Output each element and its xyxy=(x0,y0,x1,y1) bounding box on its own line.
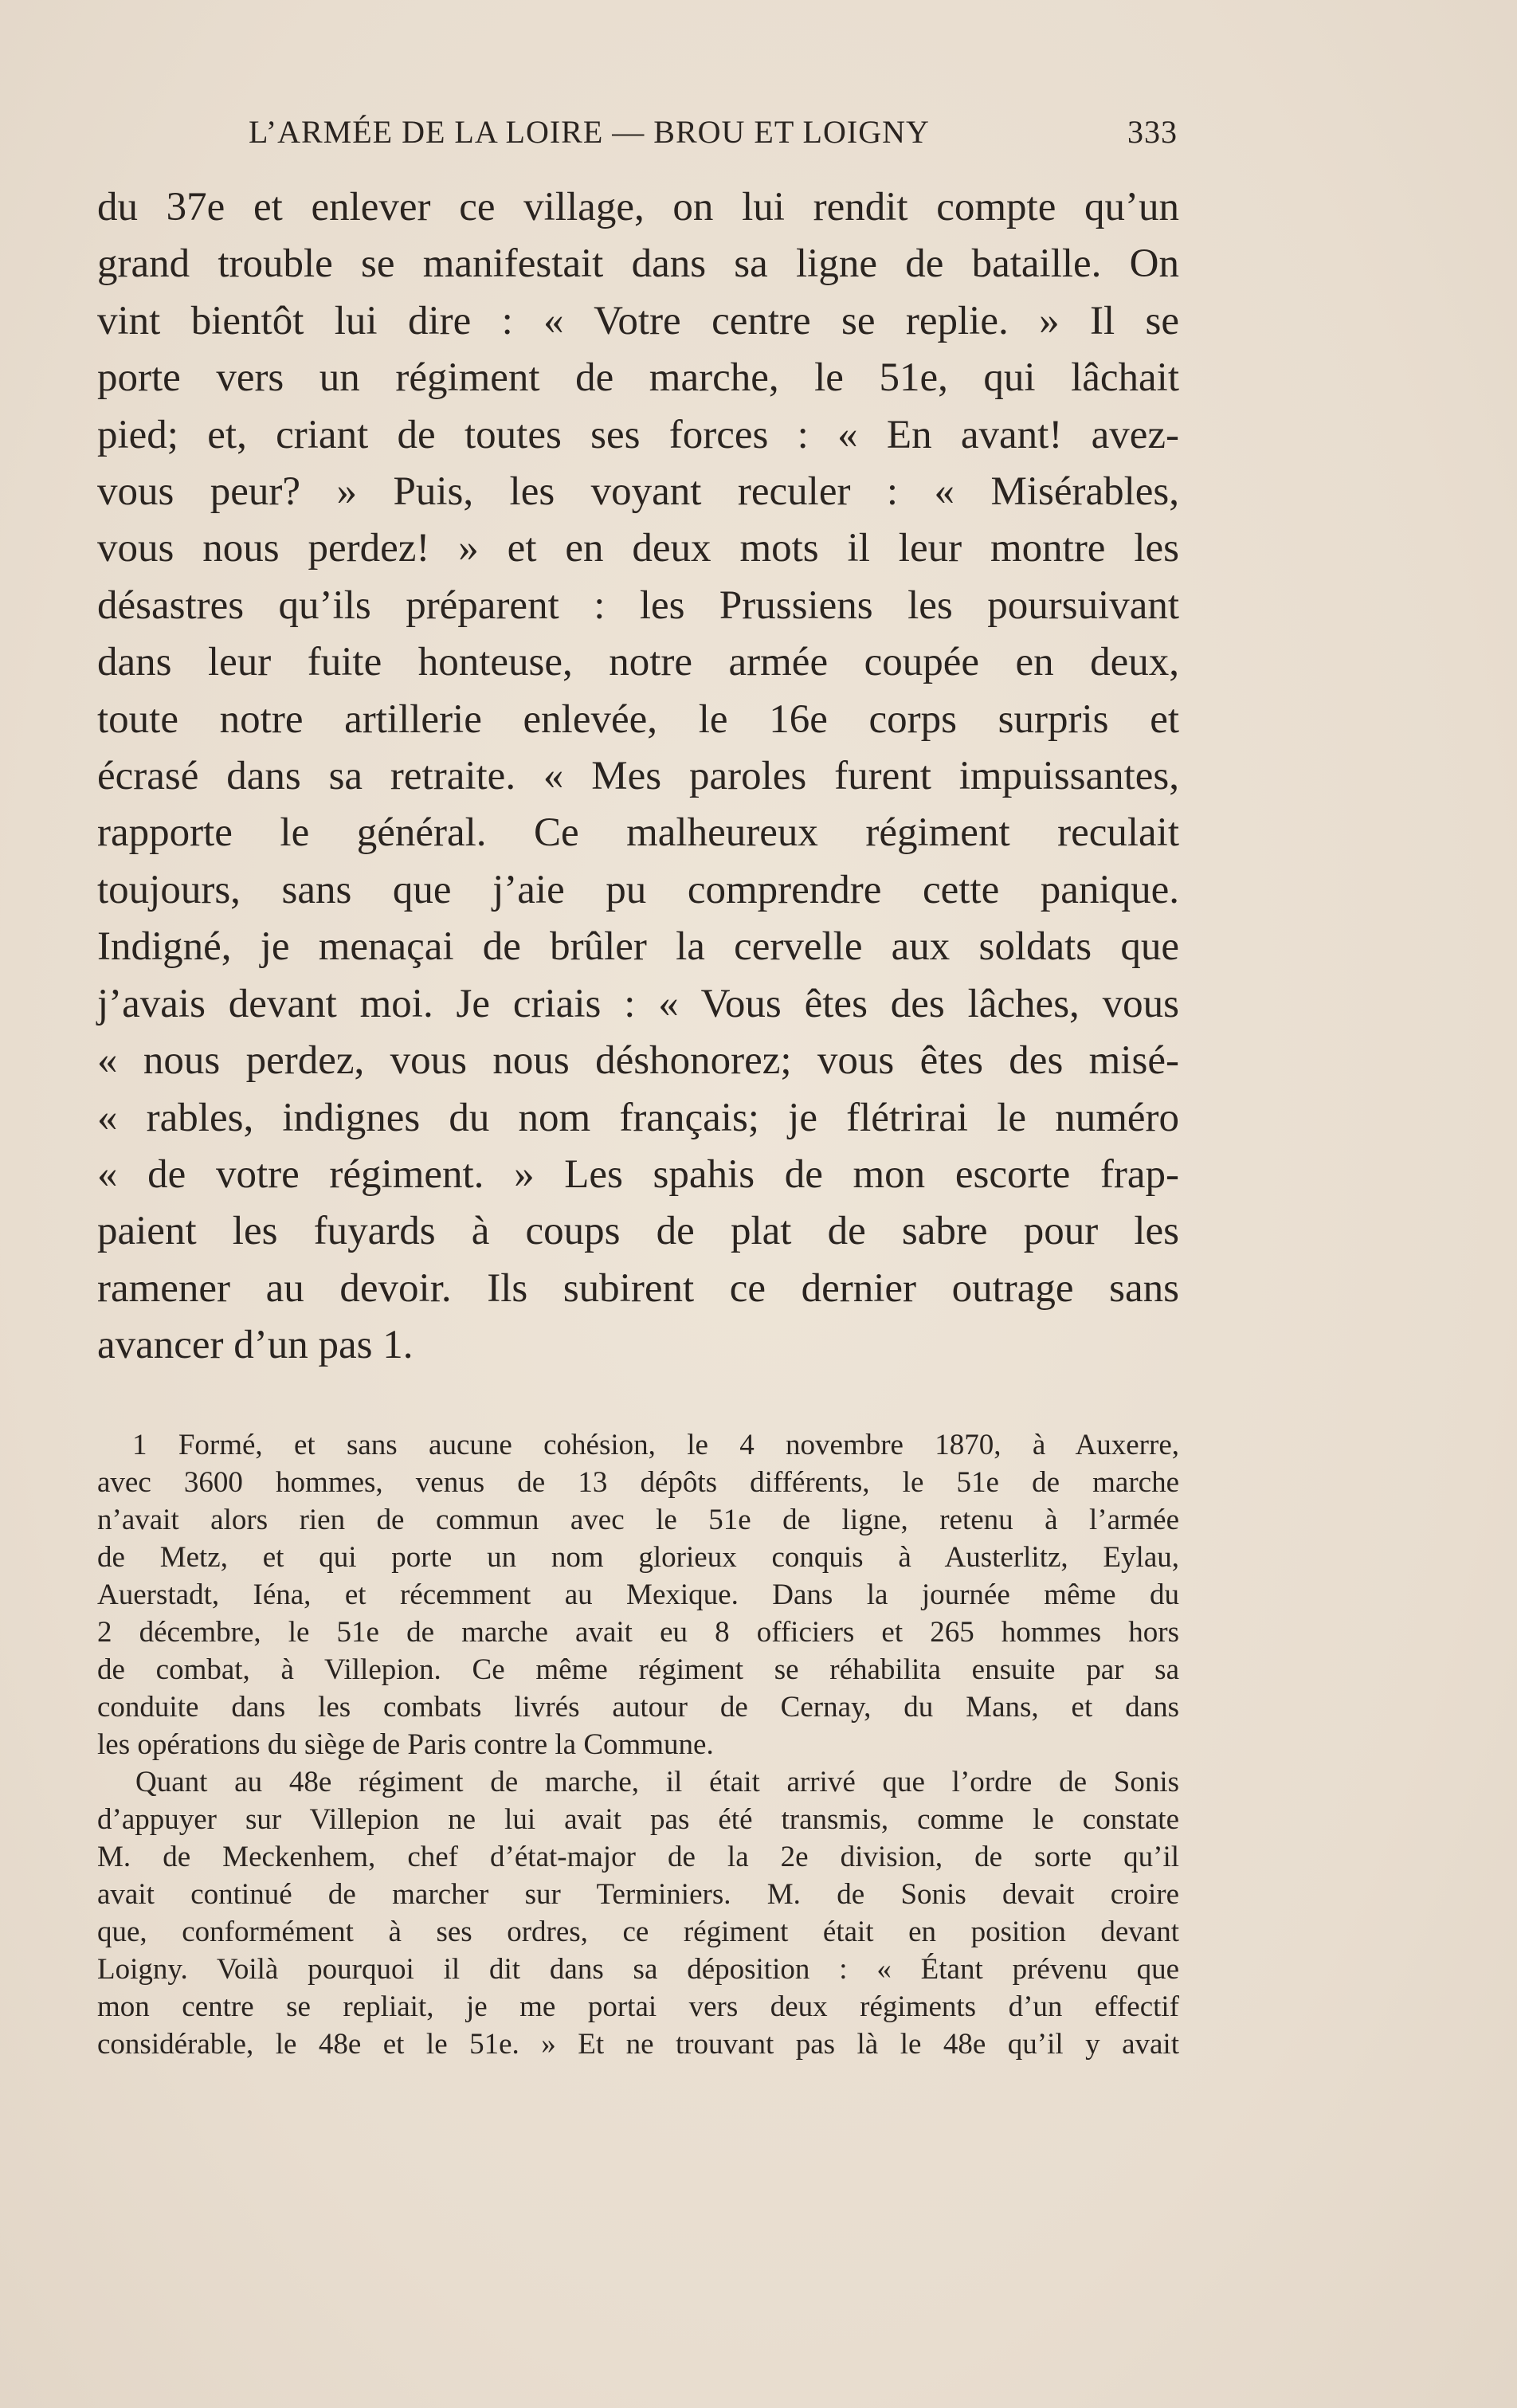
footnote-line: que, conformément à ses ordres, ce régiment était en position devant xyxy=(97,1916,1179,1948)
body-line: toujours, sans que j’aie pu comprendre cette panique. xyxy=(97,867,1179,912)
footnote-line: avait continué de marcher sur Terminiers. M. de Sonis devait croire xyxy=(97,1878,1179,1911)
footnote-line: 1 Formé, et sans aucune cohésion, le 4 novembre 1870, à Auxerre, xyxy=(132,1429,1179,1461)
body-line: avancer d’un pas 1. xyxy=(97,1323,414,1368)
body-line: Indigné, je menaçai de brûler la cervelle aux soldats que xyxy=(97,924,1179,970)
footnote-line: mon centre se repliait, je me portai vers deux régiments d’un effectif xyxy=(97,1990,1179,2023)
footnote-line: Auerstadt, Iéna, et récemment au Mexique. Dans la journée même du xyxy=(97,1579,1179,1611)
body-line: « de votre régiment. » Les spahis de mon escorte frap- xyxy=(97,1151,1179,1197)
body-line: j’avais devant moi. Je criais : « Vous êtes des lâches, vous xyxy=(97,981,1179,1026)
body-line: porte vers un régiment de marche, le 51e, qui lâchait xyxy=(97,355,1179,401)
body-line: paient les fuyards à coups de plat de sabre pour les xyxy=(97,1209,1179,1254)
footnote-line: considérable, le 48e et le 51e. » Et ne trouvant pas là le 48e qu’il y avait xyxy=(97,2028,1179,2061)
body-line: du 37e et enlever ce village, on lui rendit compte qu’un xyxy=(97,185,1179,229)
body-line: « nous perdez, vous nous déshonorez; vous êtes des misé- xyxy=(97,1038,1179,1084)
body-line: ramener au devoir. Ils subirent ce dernier outrage sans xyxy=(97,1265,1179,1311)
footnote-line: Loigny. Voilà pourquoi il dit dans sa déposition : « Étant prévenu que xyxy=(97,1953,1179,1986)
footnote-line: d’appuyer sur Villepion ne lui avait pas été transmis, comme le constate xyxy=(97,1803,1179,1836)
footnote-line: avec 3600 hommes, venus de 13 dépôts différents, le 51e de marche xyxy=(97,1466,1179,1499)
footnote-line: les opérations du siège de Paris contre la Commune. xyxy=(97,1728,714,1761)
body-line: grand trouble se manifestait dans sa ligne de bataille. On xyxy=(97,241,1179,287)
page-number: 333 xyxy=(1127,114,1178,150)
body-line: rapporte le général. Ce malheureux régiment reculait xyxy=(97,810,1179,856)
footnote-line: de combat, à Villepion. Ce même régiment se réhabilita ensuite par sa xyxy=(97,1653,1179,1686)
footnote-line: Quant au 48e régiment de marche, il était arrivé que l’ordre de Sonis xyxy=(135,1766,1179,1798)
body-line: vint bientôt lui dire : « Votre centre se replie. » Il se xyxy=(97,298,1179,343)
body-line: vous peur? » Puis, les voyant reculer : « Misérables, xyxy=(97,469,1179,515)
footnote-line: n’avait alors rien de commun avec le 51e de ligne, retenu à l’armée xyxy=(97,1504,1179,1536)
running-title: L’ARMÉE DE LA LOIRE — BROU ET LOIGNY xyxy=(249,114,930,150)
body-line: « rables, indignes du nom français; je flétrirai le numéro xyxy=(97,1095,1179,1140)
body-line: désastres qu’ils préparent : les Prussiens les poursuivant xyxy=(97,582,1179,628)
footnote-line: 2 décembre, le 51e de marche avait eu 8 officiers et 265 hommes hors xyxy=(97,1616,1179,1649)
main-text xyxy=(97,179,1179,1375)
body-line: vous nous perdez! » et en deux mots il leur montre les xyxy=(97,526,1179,571)
footnote-line: M. de Meckenhem, chef d’état-major de la 2e division, de sorte qu’il xyxy=(97,1841,1179,1873)
footnotes xyxy=(97,1426,1179,2063)
body-line: écrasé dans sa retraite. « Mes paroles furent impuissantes, xyxy=(97,754,1179,799)
body-line: pied; et, criant de toutes ses forces : « En avant! avez- xyxy=(97,412,1179,457)
running-head xyxy=(249,113,1178,151)
body-line: toute notre artillerie enlevée, le 16e corps surpris et xyxy=(97,696,1179,742)
footnote-line: conduite dans les combats livrés autour de Cernay, du Mans, et dans xyxy=(97,1691,1179,1724)
body-line: dans leur fuite honteuse, notre armée coupée en deux, xyxy=(97,640,1179,685)
footnote-line: de Metz, et qui porte un nom glorieux conquis à Austerlitz, Eylau, xyxy=(97,1541,1179,1574)
